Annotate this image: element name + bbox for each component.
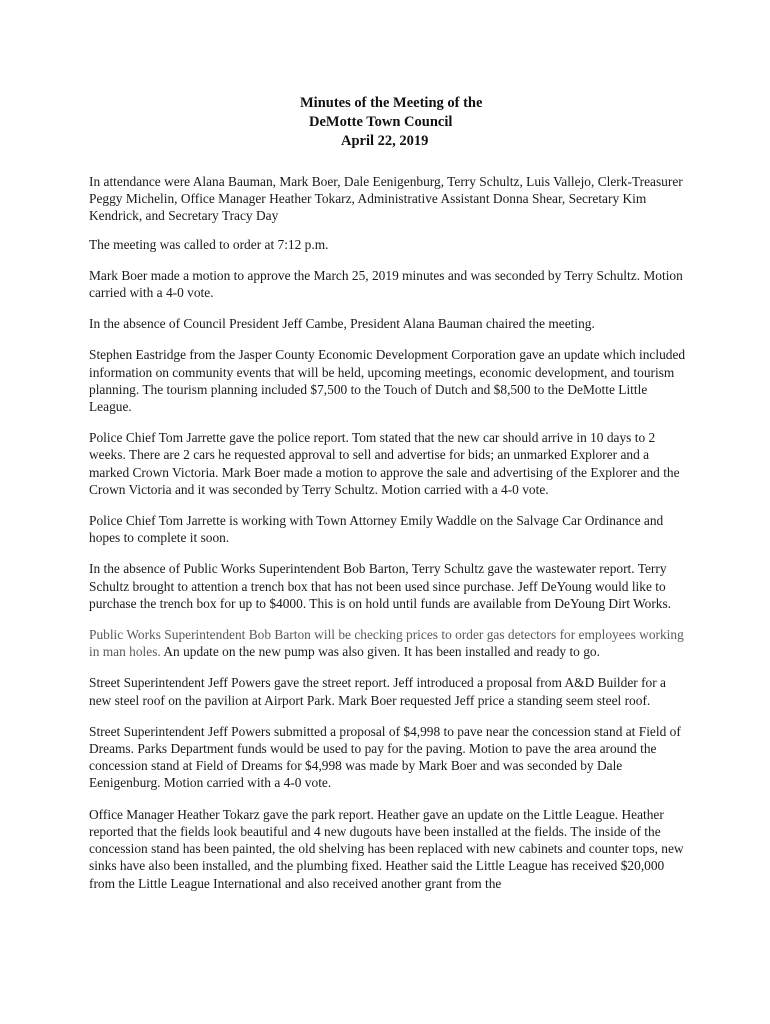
title-line-date: April 22, 2019: [341, 133, 429, 149]
economic-development-paragraph: Stephen Eastridge from the Jasper County Economic Development Corporation gave an update which included information on community events that will be held, upcoming meetings, economic development, and tourism planning. The tourism planning included $7,500 to the Touch of Dutch and $8,500 to the DeMotte Little League.: [89, 347, 686, 415]
minutes-body: [89, 173, 689, 906]
wastewater-report-paragraph: In the absence of Public Works Superintendent Bob Barton, Terry Schultz gave the wastewater report. Terry Schultz brought to attention a trench box that has not been used since purchase. Jeff DeYoung would like to purchase the trench box for up to $4000. This is on hold until funds are available from DeYoung Dirt Works.: [89, 561, 672, 611]
public-works-pump-text: An update on the new pump was also given. It has been installed and ready to go.: [160, 644, 600, 660]
street-report-paragraph: Street Superintendent Jeff Powers gave the street report. Jeff introduced a proposal from A&D Builder for a new steel roof on the pavilion at Airport Park. Mark Boer requested Jeff price a standing seem steel roof.: [89, 675, 666, 708]
call-to-order-paragraph: The meeting was called to order at 7:12 p.m.: [89, 236, 329, 252]
park-report-paragraph: Office Manager Heather Tokarz gave the park report. Heather gave an update on the Little League. Heather reported that the fields look beautiful and 4 new dugouts have been installed at the fields. The inside of the concession stand has been painted, the old shelving has been replaced with new cabinets and counter tops, new sinks have also been installed, and the plumbing fixed. Heather said the Little League has received $20,000 from the Little League International and also received another grant from the: [89, 806, 684, 891]
document-title: [0, 94, 770, 151]
public-works-gas-detectors-text: Public Works Superintendent Bob Barton will be checking prices to order gas detectors for employees working in man holes.: [89, 627, 684, 660]
police-report-paragraph: Police Chief Tom Jarrette gave the police report. Tom stated that the new car should arrive in 10 days to 2 weeks. There are 2 cars he requested approval to sell and advertise for bids; an unmarked Explorer and a marked Crown Victoria. Mark Boer made a motion to approve the sale and advertising of the Explorer and the Crown Victoria and it was seconded by Terry Schultz. Motion carried with a 4-0 vote.: [89, 430, 680, 497]
title-line-heading: Minutes of the Meeting of the: [300, 95, 483, 111]
minutes-approval-paragraph: Mark Boer made a motion to approve the March 25, 2019 minutes and was seconded by Terry Schultz. Motion carried with a 4-0 vote.: [89, 267, 683, 301]
chair-paragraph: In the absence of Council President Jeff Cambe, President Alana Bauman chaired the meeting.: [89, 316, 595, 332]
paving-proposal-paragraph: Street Superintendent Jeff Powers submitted a proposal of $4,998 to pave near the concession stand at Field of Dreams. Parks Department funds would be used to pay for the paving. Motion to pave the area around the concession stand at Field of Dreams for $4,998 was made by Mark Boer and was seconded by Dale Eenigenburg. Motion carried with a 4-0 vote.: [89, 723, 681, 791]
title-line-organization: DeMotte Town Council: [309, 114, 453, 130]
attendance-paragraph: In attendance were Alana Bauman, Mark Boer, Dale Eenigenburg, Terry Schultz, Luis Vallejo, Clerk-Treasurer Peggy Michelin, Office Manager Heather Tokarz, Administrative Assistant Donna Shear, Secretary Kim Kendrick, and Secretary Tracy Day: [89, 174, 683, 224]
public-works-paragraph: [89, 626, 689, 660]
salvage-ordinance-paragraph: Police Chief Tom Jarrette is working with Town Attorney Emily Waddle on the Salvage Car Ordinance and hopes to complete it soon.: [89, 513, 664, 546]
